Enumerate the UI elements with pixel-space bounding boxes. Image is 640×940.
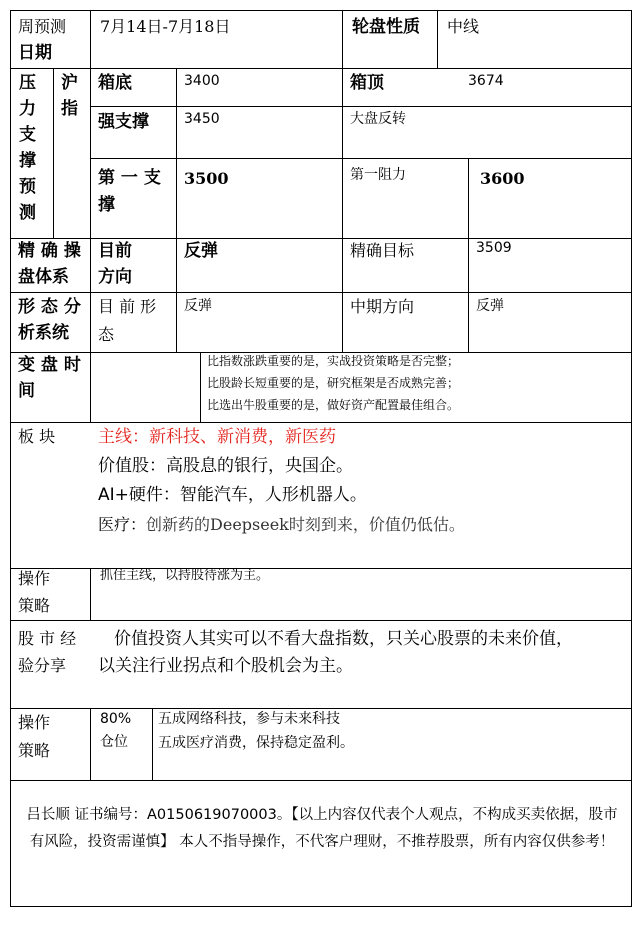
grid-line (90, 708, 91, 780)
grid-line (10, 422, 632, 423)
grid-line (90, 106, 632, 107)
pressure-support-label (19, 70, 36, 226)
grid-line (90, 10, 91, 422)
grid-line (10, 906, 632, 907)
grid-line (342, 10, 343, 352)
nature-label: 轮盘性质 (352, 17, 420, 37)
experience-label: 股 市 经 (18, 629, 77, 648)
position-label: 仓位 (100, 734, 128, 750)
period-value: 7月14日-7月18日 (100, 17, 231, 36)
medical-prefix: 医疗： (98, 515, 147, 534)
current-pattern-value: 反弹 (184, 298, 212, 314)
strong-support-value: 3450 (184, 111, 220, 127)
position-percent: 80% (100, 711, 132, 727)
main-line-text: 主线：新科技、新消费，新医药 (98, 427, 336, 447)
grid-line (10, 708, 632, 709)
mid-term-label: 中期方向 (350, 297, 415, 316)
change-note: 比选出牛股重要的是，做好资产配置最佳组合。 (207, 398, 460, 412)
box-bottom-value: 3400 (184, 73, 220, 89)
plan-line: 五成网络科技，参与未来科技 (158, 711, 340, 727)
change-note: 比股龄长短重要的是，研究框架是否成熟完善； (207, 376, 460, 390)
grid-line (176, 68, 177, 352)
grid-line (10, 352, 632, 353)
grid-line (10, 238, 632, 239)
grid-line (53, 68, 54, 238)
current-pattern-label: 目 前 形 (98, 297, 157, 316)
plan-line: 五成医疗消费，保持稳定盈利。 (158, 735, 354, 751)
strategy-label-2: 策略 (18, 596, 51, 615)
target-value: 3509 (476, 240, 512, 256)
strategy-label: 操作 (18, 569, 51, 588)
period-label: 周预测 (18, 17, 67, 36)
pressure-support-char: 压 (19, 73, 36, 93)
first-resistance-value: 3600 (480, 169, 525, 188)
precise-system-label-2: 盘体系 (18, 267, 69, 287)
index-label (61, 70, 78, 122)
strategy-label: 操作 (18, 713, 51, 732)
grid-line (437, 10, 438, 68)
pressure-support-char: 测 (19, 203, 36, 223)
pressure-support-char: 预 (19, 177, 36, 197)
strategy-text: 抓住主线，以持股待涨为主。 (100, 568, 270, 583)
medical-text (98, 516, 465, 534)
strong-support-label: 强支撑 (98, 112, 149, 132)
change-time-label-2: 间 (18, 381, 35, 401)
medical-body: 创新药的Deepseek时刻到来，价值仍低估。 (146, 515, 465, 534)
target-label: 精确目标 (350, 241, 415, 260)
grid-line (10, 620, 632, 621)
disclaimer-text: 吕长顺 证书编号：A0150619070003。【以上内容仅代表个人观点，不构成买卖依据，股市有风险，投资需谨慎】 本人不指导操作，不代客户理财，不推荐股票，所有内容仅供参考！ (26, 807, 618, 850)
strategy-label-2: 策略 (18, 741, 51, 760)
experience-label-2: 验分享 (18, 656, 67, 675)
box-bottom-label: 箱底 (98, 73, 132, 93)
precise-system-label: 精 确 操 (18, 241, 81, 261)
ai-hardware-text: AI+硬件：智能汽车，人形机器人。 (98, 485, 367, 505)
first-support-label-2: 撑 (98, 195, 115, 215)
pressure-support-char: 支 (19, 125, 36, 145)
grid-line (631, 10, 632, 906)
grid-line (468, 158, 469, 352)
current-pattern-label-2: 态 (98, 325, 115, 344)
grid-line (10, 10, 632, 11)
pressure-support-char: 撑 (19, 151, 36, 171)
mid-term-value: 反弹 (476, 298, 504, 314)
pattern-system-label-2: 析系统 (18, 323, 69, 343)
index-char: 指 (61, 99, 78, 119)
grid-line (10, 68, 632, 69)
box-top-label: 箱顶 (350, 73, 384, 93)
grid-line (10, 10, 11, 906)
box-top-value: 3674 (468, 73, 504, 89)
value-stocks-text: 价值股：高股息的银行，央国企。 (98, 456, 353, 476)
grid-line (10, 292, 632, 293)
grid-line (90, 158, 632, 159)
first-resistance-label: 第一阻力 (350, 167, 406, 183)
direction-label: 目前 (98, 241, 132, 261)
sector-label: 板 块 (18, 427, 56, 446)
experience-line: 以关注行业拐点和个股机会为主。 (98, 656, 353, 676)
direction-value: 反弹 (184, 241, 218, 261)
pattern-system-label: 形 态 分 (18, 297, 81, 317)
grid-line (152, 708, 153, 780)
change-time-label: 变 盘 时 (18, 355, 81, 375)
first-support-label: 第 一 支 (98, 168, 161, 188)
date-label: 日期 (18, 43, 52, 63)
grid-line (90, 568, 91, 620)
forecast-sheet (10, 10, 632, 906)
pressure-support-char: 力 (19, 99, 36, 119)
index-char: 沪 (61, 73, 78, 93)
nature-value: 中线 (447, 17, 480, 36)
market-reversal-text: 大盘反转 (350, 111, 406, 127)
experience-line: 价值投资人其实可以不看大盘指数，只关心股票的未来价值， (114, 629, 573, 649)
direction-label-2: 方向 (98, 267, 132, 287)
grid-line (200, 352, 201, 422)
grid-line (10, 780, 632, 781)
first-support-value: 3500 (184, 169, 229, 188)
change-note: 比指数涨跌重要的是，实战投资策略是否完整； (207, 354, 460, 368)
